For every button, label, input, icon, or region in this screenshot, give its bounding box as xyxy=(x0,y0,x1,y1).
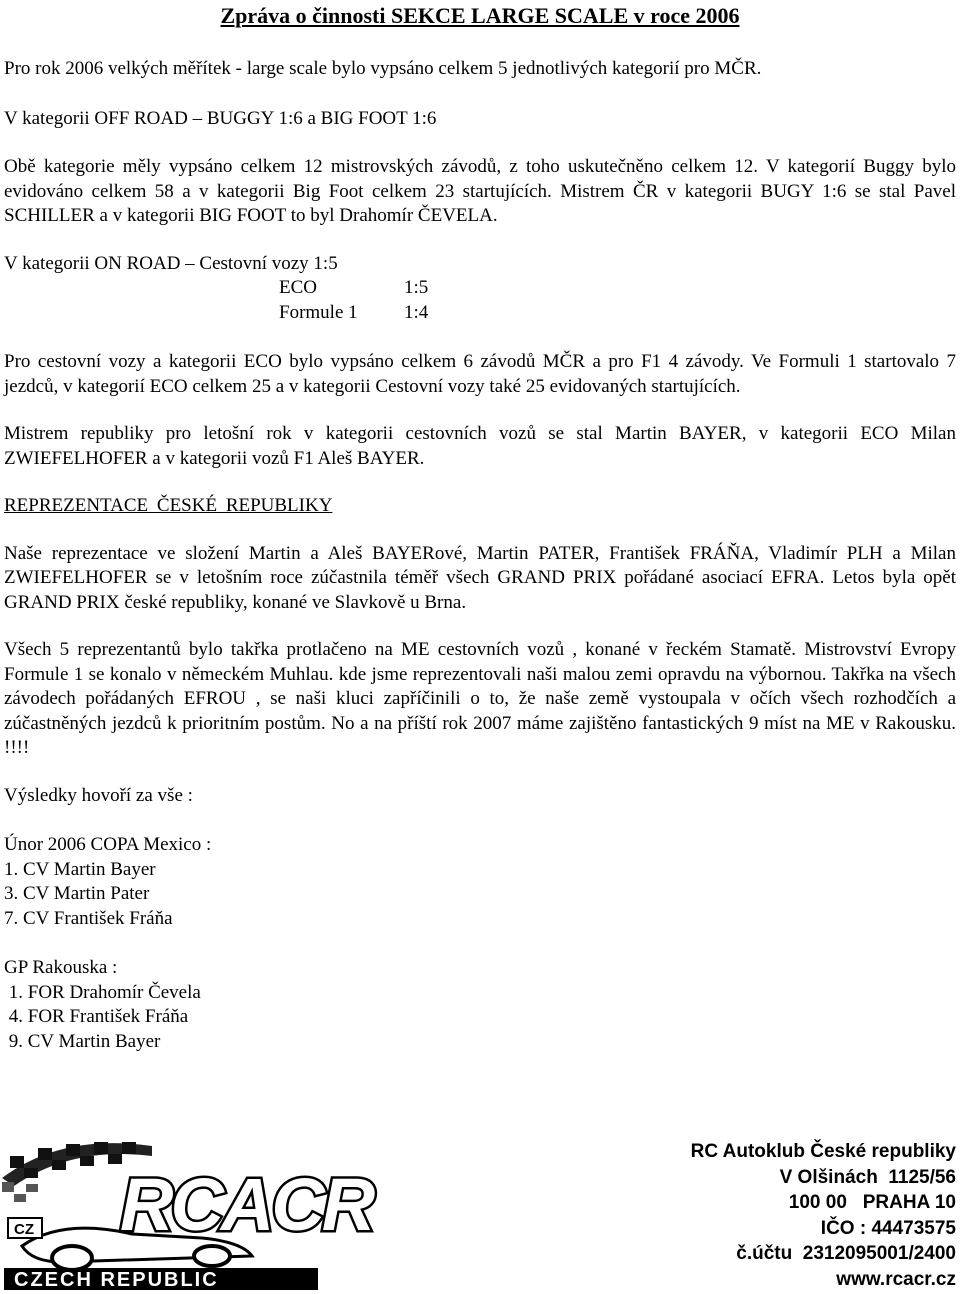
address-street: V Olšinách 1125/56 xyxy=(779,1166,956,1188)
result-line: 1. CV Martin Bayer xyxy=(4,858,156,880)
representation-paragraph-2: Všech 5 reprezentantů bylo takřka protlačeno na ME cestovních vozů , konané v řeckém Stamatě. Mistrovství Evropy Formule 1 se konalo v německém Muhlau. kde jsme reprezentovali naši malou zemi opravdu na výbornou. Takřka na všech závodech pořádaných EFROU , se naši kluci zapříčinili o to, že naše země vystoupala v očích všech rozhodčích a zúčastněných jezdců k prioritním postům. No a na příští rok 2007 máme zajištěno fantastických 9 míst na ME v Rakousku. !!!! xyxy=(4,639,956,758)
event-name: Únor 2006 COPA Mexico : xyxy=(4,834,212,855)
onroad-heading: V kategorii ON ROAD – Cestovní vozy 1:5 xyxy=(4,252,338,274)
logo-text: RCACR xyxy=(120,1163,373,1246)
onroad-row xyxy=(279,276,956,301)
svg-text:CZ: CZ xyxy=(14,1221,34,1238)
result-line: 1. FOR Drahomír Čevela xyxy=(4,981,201,1003)
address-ico: IČO : 44473575 xyxy=(820,1217,956,1239)
address-city: 100 00 PRAHA 10 xyxy=(788,1192,956,1213)
intro-paragraph: Pro rok 2006 velkých měřítek - large scale bylo vypsáno celkem 5 jednotlivých kategorií pro MČR. xyxy=(4,58,762,79)
document-page xyxy=(4,0,956,1054)
result-line: 7. CV František Fráňa xyxy=(4,907,173,929)
page-title: Zpráva o činnosti SEKCE LARGE SCALE v roce 2006 xyxy=(220,3,740,28)
result-line: 4. FOR František Fráňa xyxy=(4,1006,189,1027)
onroad-row xyxy=(279,301,956,326)
footer xyxy=(0,1138,960,1294)
address-block xyxy=(691,1139,956,1292)
offroad-paragraph: Obě kategorie měly vypsáno celkem 12 mistrovských závodů, z toho uskutečněno celkem 12. V kategorií Buggy bylo evidováno celkem 58 a v kategorii Big Foot celkem 23 startujících. Mistrem ČR v kategorii BUGY 1:6 se stal Pavel SCHILLER a v kategorii BIG FOOT to byl Drahomír ČEVELA. xyxy=(4,156,956,226)
onroad-row-scale: 1:5 xyxy=(404,277,429,298)
onroad-row-name: Formule 1 xyxy=(279,301,358,323)
representation-heading: REPREZENTACE ČESKÉ REPUBLIKY xyxy=(4,495,333,516)
address-account: č.účtu 2312095001/2400 xyxy=(736,1243,956,1264)
onroad-row-scale: 1:4 xyxy=(404,301,429,323)
result-line: 9. CV Martin Bayer xyxy=(4,1030,161,1052)
result-line: 3. CV Martin Pater xyxy=(4,883,150,904)
onroad-paragraph: Pro cestovní vozy a kategorii ECO bylo vypsáno celkem 6 závodů MČR a pro F1 4 závody. Ve Formuli 1 startovalo 7 jezdců, v kategorií ECO celkem 25 a v kategorii Cestovní vozy také 25 evidovaných startujících. xyxy=(4,351,956,397)
logo-country-text: CZECH REPUBLIC xyxy=(14,1269,219,1291)
representation-paragraph-1: Naše reprezentace ve složení Martin a Aleš BAYERové, Martin PATER, František FRÁŇA, Vladimír PLH a Milan ZWIEFELHOFER se v letošním roce zúčastnila téměř všech GRAND PRIX pořádané asociací EFRA. Letos byla opět GRAND PRIX české republiky, konané ve Slavkově u Brna. xyxy=(4,542,956,613)
onroad-row-name: ECO xyxy=(279,277,317,298)
onroad-category-list xyxy=(279,276,956,325)
event-name: GP Rakouska : xyxy=(4,957,118,978)
address-website[interactable]: www.rcacr.cz xyxy=(836,1268,956,1290)
offroad-heading: V kategorii OFF ROAD – BUGGY 1:6 a BIG FOOT 1:6 xyxy=(4,107,437,129)
organization-name: RC Autoklub České republiky xyxy=(690,1141,956,1162)
rcacr-logo xyxy=(2,1138,373,1292)
results-heading: Výsledky hovoří za vše : xyxy=(4,784,193,806)
champions-paragraph: Mistrem republiky pro letošní rok v kategorii cestovních vozů se stal Martin BAYER, v kategorii ECO Milan ZWIEFELHOFER a v kategorii vozů F1 Aleš BAYER. xyxy=(4,423,956,469)
